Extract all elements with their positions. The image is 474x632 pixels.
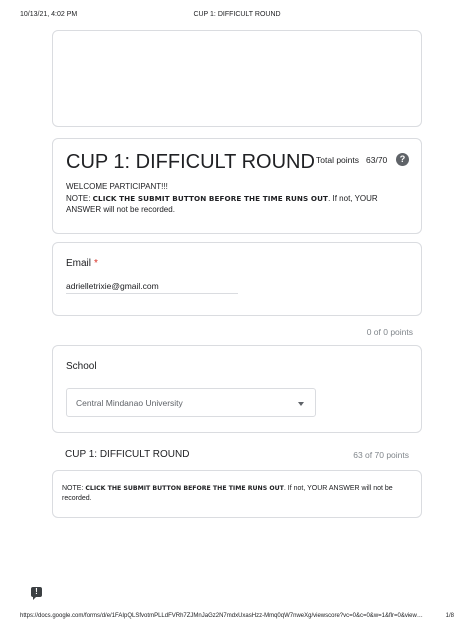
- note-emphasis: CLICK THE SUBMIT BUTTON BEFORE THE TIME RUNS OUT: [92, 193, 329, 203]
- help-circle-icon[interactable]: ?: [396, 153, 409, 166]
- total-points-label: Total points: [316, 155, 359, 165]
- school-question-card: [52, 345, 422, 433]
- chevron-down-icon: [298, 402, 304, 406]
- section-note-emphasis: CLICK THE SUBMIT BUTTON BEFORE THE TIME RUNS OUT: [85, 485, 284, 492]
- welcome-text: WELCOME PARTICIPANT!!!: [66, 182, 168, 191]
- feedback-icon[interactable]: !: [31, 587, 42, 597]
- school-question-label: School: [66, 361, 97, 372]
- print-title: CUP 1: DIFFICULT ROUND: [193, 11, 281, 18]
- school-select-value: Central Mindanao University: [76, 398, 183, 408]
- school-select[interactable]: [66, 388, 316, 417]
- section-note: NOTE: CLICK THE SUBMIT BUTTON BEFORE THE TIME RUNS OUT. If not, YOUR ANSWER will not be recorded.: [62, 485, 393, 502]
- required-asterisk: *: [94, 258, 98, 269]
- footer-page-number: 1/8: [445, 613, 454, 619]
- section-note-card: [52, 470, 422, 518]
- email-field-underline: [66, 293, 238, 294]
- header-banner-card: [52, 30, 422, 127]
- form-title-card: [52, 138, 422, 234]
- print-date: 10/13/21, 4:02 PM: [20, 11, 78, 18]
- total-points-value: 63/70: [366, 155, 388, 165]
- section-title: CUP 1: DIFFICULT ROUND: [65, 449, 190, 460]
- email-question-label: Email *: [66, 258, 98, 269]
- form-title: CUP 1: DIFFICULT ROUND: [66, 151, 315, 173]
- email-question-card: [52, 242, 422, 316]
- section-points: 63 of 70 points: [353, 450, 409, 460]
- email-field: adrielletrixie@gmail.com: [66, 281, 159, 291]
- note-text: NOTE: CLICK THE SUBMIT BUTTON BEFORE THE TIME RUNS OUT. If not, YOUR ANSWER will not be recorded.: [66, 193, 378, 214]
- form-description: [66, 181, 411, 216]
- footer-url: https://docs.google.com/forms/d/e/1FAIpQLSfvotmPLLdFVRh7ZJMnJaGz2N7mdxUxasHzz-Mmq0qW7nweXg/viewscore?vc=0&c=0&w=1&flr=0&view…: [20, 613, 423, 619]
- email-points: 0 of 0 points: [366, 327, 413, 337]
